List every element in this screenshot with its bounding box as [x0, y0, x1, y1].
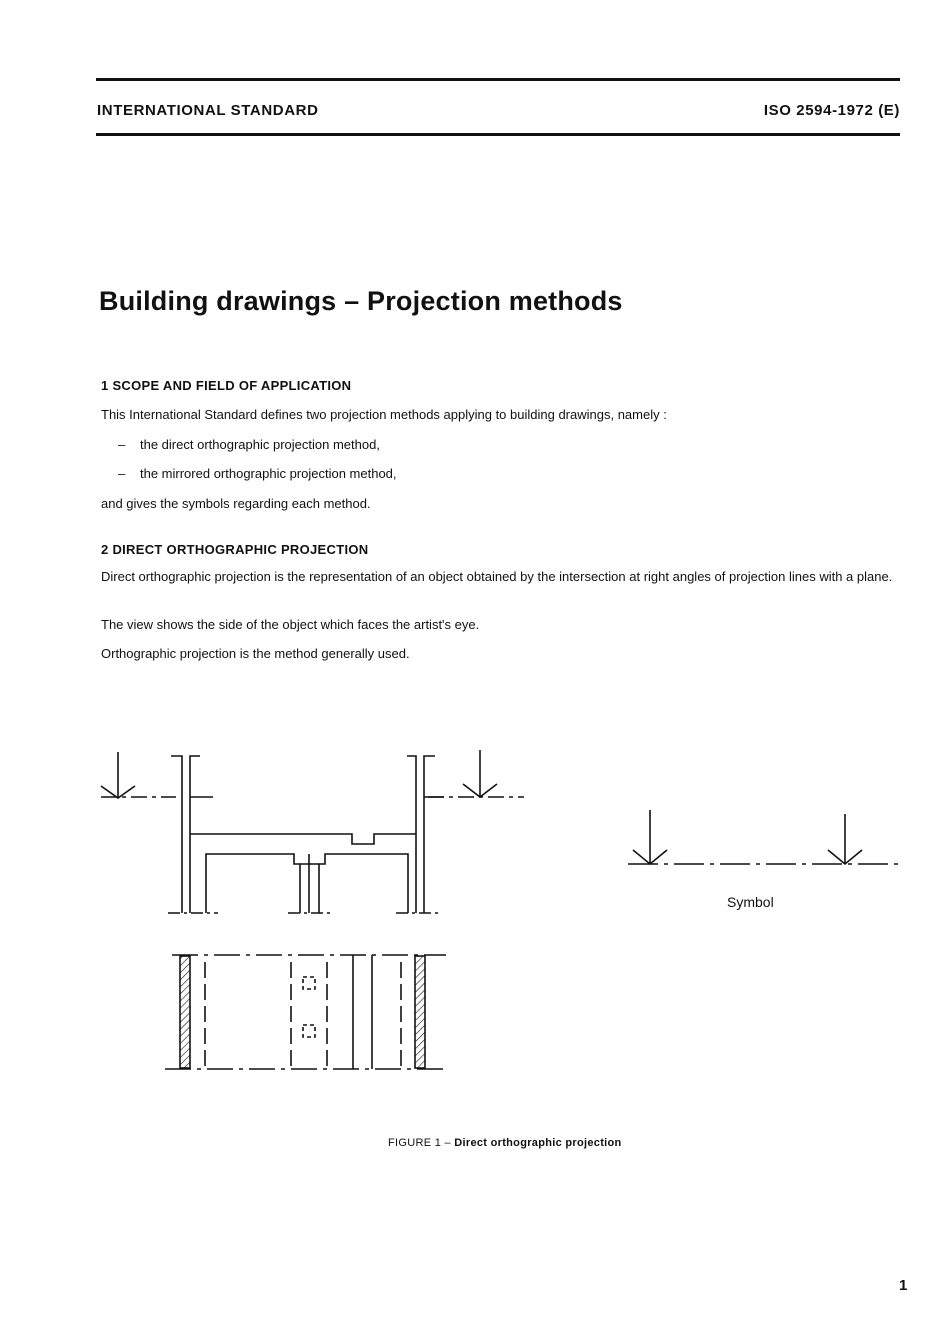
section-2-paragraph-3: Orthographic projection is the method generally used. [101, 646, 410, 661]
section-2-paragraph-2: The view shows the side of the object which faces the artist's eye. [101, 617, 480, 632]
list-item-text: the mirrored orthographic projection method, [140, 466, 397, 481]
document-title: Building drawings – Projection methods [99, 286, 623, 316]
list-item: – the direct orthographic projection method, [118, 437, 380, 452]
section-2-paragraph-1: Direct orthographic projection is the representation of an object obtained by the intersection at right angles of projection lines with a plane. [101, 569, 893, 584]
list-item: – the mirrored orthographic projection method, [118, 466, 397, 481]
figure-caption [388, 1137, 622, 1149]
header-left: INTERNATIONAL STANDARD [97, 102, 319, 119]
symbol-label: Symbol [727, 894, 774, 910]
figure-caption-prefix: FIGURE 1 – [388, 1137, 455, 1149]
header-right: ISO 2594-1972 (E) [763, 102, 900, 119]
list-item-text: the direct orthographic projection method, [140, 437, 380, 452]
section-1-outro: and gives the symbols regarding each method. [101, 496, 371, 511]
page-number: 1 [899, 1277, 908, 1294]
section-1-heading: 1 SCOPE AND FIELD OF APPLICATION [101, 378, 352, 393]
section-1-intro: This International Standard defines two projection methods applying to building drawings, namely : [101, 407, 667, 422]
figure-caption-title: Direct orthographic projection [454, 1137, 622, 1149]
section-2-heading: 2 DIRECT ORTHOGRAPHIC PROJECTION [101, 542, 369, 557]
